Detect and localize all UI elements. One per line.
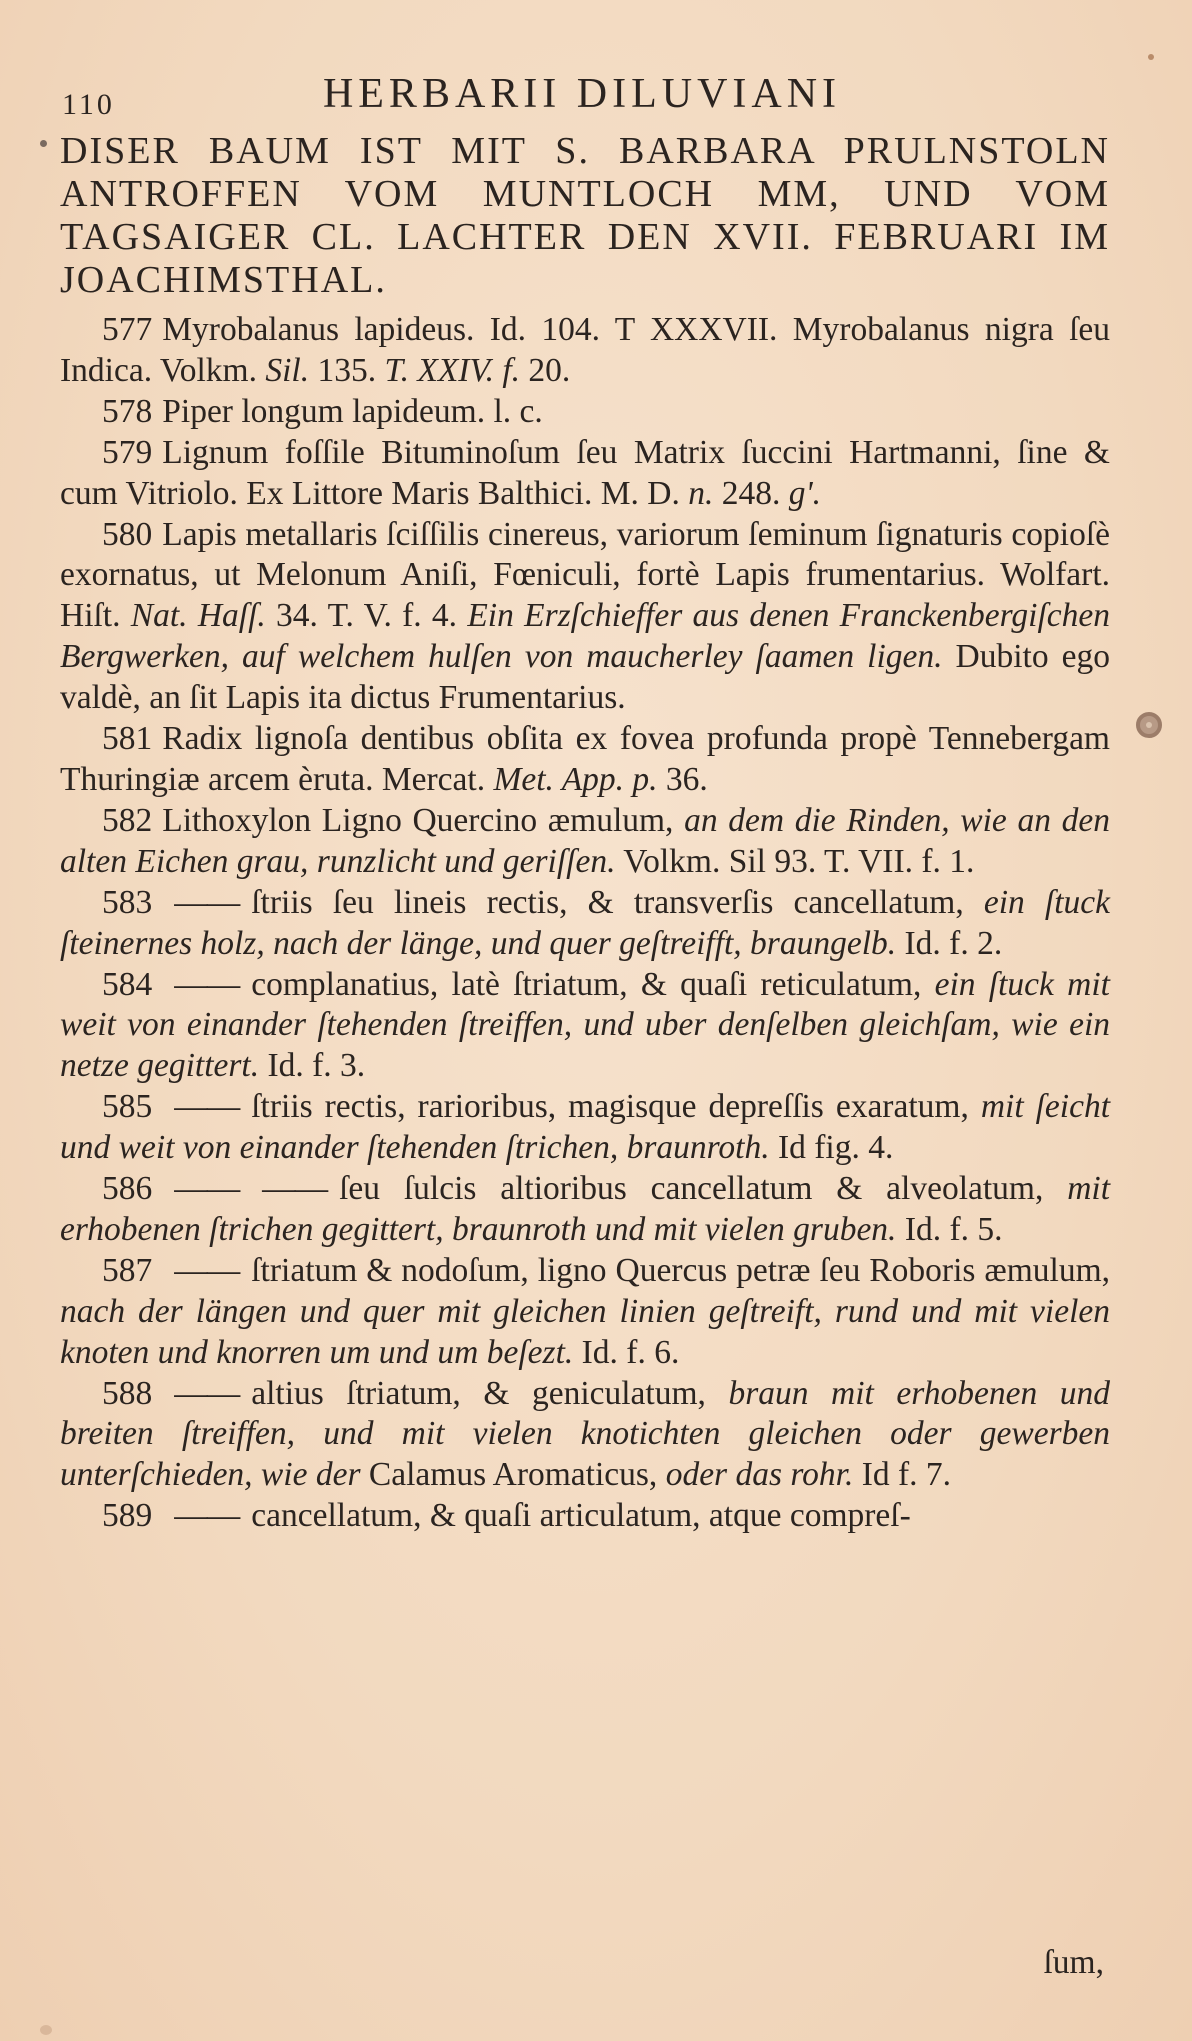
catalogue-entry [60,310,1110,392]
catalogue-entry [60,392,1110,433]
latin-text: Dubito ego valdè, an ſit Lapis ita dictus Frumentarius. [60,638,1110,717]
entry-number: 584 [102,965,153,1003]
latin-text: Lignum foſſile Bituminoſum ſeu Matrix ſuccini Hartmanni, ſine & cum Vitriolo. Ex Littore Maris Balthici. M. D. [60,433,1110,512]
catalogue-entry [60,1374,1110,1497]
ditto-dash: —— [174,965,240,1003]
latin-text: Lithoxylon Ligno Quercino æmulum, [162,801,685,839]
running-title: HERBARII DILUVIANI [322,71,842,117]
latin-text: Id. f. 2. [896,924,1003,962]
ink-speck [1148,54,1154,60]
latin-text: 36. [657,760,708,798]
latin-text: 20. [520,351,571,389]
ink-speck [40,140,47,147]
entry-number: 579 [102,433,153,471]
entry-number: 586 [102,1170,153,1208]
ditto-dash: —— —— [174,1170,328,1208]
german-italic-text: ein ſtuck mit weit von einander ſtehenden ſtreiffen, und uber denſelben gleichſam, wie ein netze gegittert. [60,965,1110,1085]
german-italic-text: oder das rohr. [665,1456,854,1494]
german-italic-text: T. XXIV. f. [384,351,521,389]
latin-text: ſeu ſulcis altioribus cancellatum & alveolatum, [339,1170,1068,1208]
german-italic-text: braun mit erhobenen und breiten ſtreiffen, und mit vielen knotichten gleichen oder gewerben unterſchieden, wie der [60,1374,1110,1494]
catalogue-entry [60,1169,1110,1251]
german-italic-text: n. [688,474,714,512]
page-number: 110 [62,88,115,121]
latin-text: Id f. 7. [853,1456,952,1494]
catalogue-entry [60,515,1110,720]
catalogue-entry [60,1087,1110,1169]
german-italic-text: nach der längen und quer mit gleichen linien geſtreift, rund und mit vielen knoten und knorren um und um beſezt. [60,1292,1110,1371]
ditto-dash: —— [174,883,240,921]
latin-text: 248. [713,474,789,512]
catalogue-entries [60,310,1110,1537]
latin-text: Id. f. 6. [573,1333,680,1371]
catchword: ſum, [1043,1944,1104,1981]
entry-number: 580 [102,515,153,553]
latin-text: ſtriis rectis, rarioribus, magisque depreſſis exaratum, [251,1088,981,1126]
catalogue-entry [60,883,1110,965]
latin-text: Calamus Aromaticus, [360,1456,666,1494]
page-header [62,70,1102,120]
latin-text: Lapis metallaris ſciſſilis cinereus, variorum ſeminum ſignaturis copioſè exornatus, ut Melonum Aniſi, Fœniculi, fortè Lapis frumentarius. Wolfart. Hiſt. [60,515,1110,635]
catalogue-entry [60,433,1110,515]
catalogue-entry [60,965,1110,1088]
latin-text: Radix lignoſa dentibus obſita ex fovea profunda propè Tennebergam Thuringiæ arcem èruta. Mercat. [60,720,1110,798]
latin-text: Id fig. 4. [769,1129,894,1167]
latin-text: cancellatum, & quaſi articulatum, atque compreſ- [251,1497,911,1535]
catalogue-entry [60,1251,1110,1374]
entry-number: 589 [102,1497,153,1535]
entry-number: 583 [102,883,153,921]
latin-text: Id. f. 3. [259,1047,366,1085]
ditto-dash: —— [174,1088,240,1126]
german-italic-text: Ein Erzſchieffer aus denen Franckenbergiſchen Bergwerken, auf welchem hulſen von maucherley ſaamen ligen. [60,597,1110,676]
page-body [60,130,1110,1537]
entry-number: 585 [102,1088,153,1126]
entry-number: 582 [102,801,153,839]
uppercase-inscription: DISER BAUM IST MIT S. BARBARA PRULNSTOLN ANTROFFEN VOM MUNTLOCH MM, UND VOM TAGSAIGER CL. LACHTER DEN XVII. FEBRUARI IM JOACHIMSTHAL. [60,130,1110,301]
paper-stain-ring [1136,712,1162,738]
german-italic-text: ein ſtuck ſteinernes holz, nach der länge, und quer geſtreifft, braungelb. [60,883,1110,962]
latin-text: ſtriis ſeu lineis rectis, & transverſis cancellatum, [251,883,984,921]
ditto-dash: —— [174,1251,240,1289]
german-italic-text: mit ſeicht und weit von einander ſtehenden ſtrichen, braunroth. [60,1088,1111,1167]
german-italic-text: an dem die Rinden, wie an den alten Eichen grau, runzlicht und geriſſen. [60,801,1110,880]
latin-text: ſtriatum & nodoſum, ligno Quercus petræ ſeu Roboris æmulum, [251,1251,1110,1289]
entry-number: 577 [102,311,153,348]
german-italic-text: Nat. Haſſ. [130,597,266,635]
catalogue-entry [60,801,1110,883]
ditto-dash: —— [174,1374,240,1412]
german-italic-text: Met. App. p. [493,760,658,798]
german-italic-text: Sil. [265,351,310,389]
latin-text: 34. T. V. f. 4. [265,597,468,635]
latin-text: Myrobalanus lapideus. Id. 104. T XXXVII. Myrobalanus nigra ſeu Indica. Volkm. [60,311,1110,389]
entry-number: 581 [102,720,153,758]
catalogue-entry [60,719,1110,801]
latin-text: 135. [309,351,385,389]
entry-number: 587 [102,1251,153,1289]
ditto-dash: —— [174,1497,240,1535]
catalogue-entry [60,1496,1110,1537]
latin-text: Piper longum lapideum. l. c. [162,392,543,430]
entry-number: 578 [102,392,153,430]
latin-text: complanatius, latè ſtriatum, & quaſi reticulatum, [251,965,935,1003]
german-italic-text: g'. [788,474,822,512]
entry-number: 588 [102,1374,153,1412]
latin-text: Id. f. 5. [896,1210,1003,1248]
latin-text: altius ſtriatum, & geniculatum, [251,1374,729,1412]
ink-speck [40,2025,52,2035]
german-italic-text: mit erhobenen ſtrichen gegittert, braunroth und mit vielen gruben. [60,1170,1110,1248]
latin-text: Volkm. Sil 93. T. VII. f. 1. [615,842,975,880]
